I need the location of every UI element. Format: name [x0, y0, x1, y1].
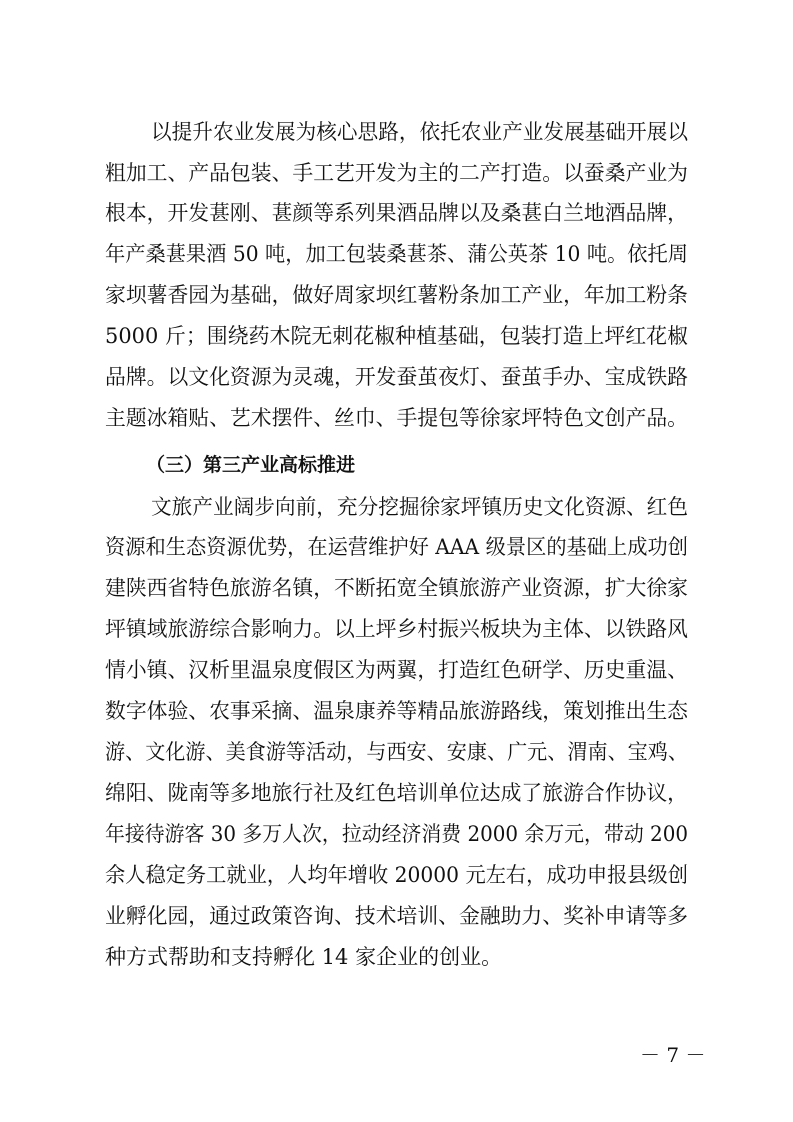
paragraph-line — [0, 239, 793, 269]
paragraph-line — [0, 696, 793, 726]
paragraph-line — [0, 403, 793, 433]
paragraph-line — [0, 573, 793, 603]
section-heading: （三）第三产业高标推进 — [146, 454, 356, 476]
paragraph-line — [0, 655, 793, 685]
line-text: 资源和生态资源优势，在运营维护好 AAA 级景区的基础上成功创 — [105, 535, 689, 559]
paragraph-line — [0, 198, 793, 228]
paragraph-line — [0, 532, 793, 562]
line-text: 建陕西省特色旅游名镇，不断拓宽全镇旅游产业资源，扩大徐家 — [105, 576, 689, 600]
paragraph-line — [0, 280, 793, 310]
paragraph-line — [0, 614, 793, 644]
line-text: 家坝薯香园为基础，做好周家坝红薯粉条加工产业，年加工粉条 — [105, 283, 689, 307]
paragraph-line — [0, 737, 793, 767]
line-text: 年接待游客 30 多万人次，拉动经济消费 2000 余万元，带动 200 — [105, 822, 688, 846]
paragraph-line — [0, 819, 793, 849]
paragraph-line — [0, 158, 793, 188]
line-text: 余人稳定务工就业，人均年增收 20000 元左右，成功申报县级创 — [105, 863, 689, 887]
line-text: 绵阳、陇南等多地旅行社及红色培训单位达成了旅游合作协议， — [105, 781, 689, 805]
paragraph-line — [0, 492, 793, 522]
paragraph-line — [0, 321, 793, 351]
paragraph-line — [0, 117, 793, 147]
page-number: － 7 － — [640, 1043, 706, 1067]
line-text: 情小镇、汉析里温泉度假区为两翼，打造红色研学、历史重温、 — [105, 658, 689, 682]
section-heading-line — [0, 450, 793, 480]
paragraph-line — [0, 362, 793, 392]
line-text: 数字体验、农事采摘、温泉康养等精品旅游路线，策划推出生态 — [105, 699, 689, 723]
paragraph-line — [0, 942, 793, 972]
line-text: 业孵化园，通过政策咨询、技术培训、金融助力、奖补申请等多 — [105, 904, 689, 928]
line-text: 坪镇域旅游综合影响力。以上坪乡村振兴板块为主体、以铁路风 — [105, 617, 689, 641]
line-text: 粗加工、产品包装、手工艺开发为主的二产打造。以蚕桑产业为 — [105, 161, 689, 185]
line-text: 年产桑葚果酒 50 吨，加工包装桑葚茶、蒲公英茶 10 吨。依托周 — [105, 242, 689, 266]
paragraph-line — [0, 860, 793, 890]
line-text: 5000 斤；围绕药木院无刺花椒种植基础，包装打造上坪红花椒 — [105, 324, 689, 348]
line-text: 主题冰箱贴、艺术摆件、丝巾、手提包等徐家坪特色文创产品。 — [105, 406, 689, 430]
paragraph-line — [0, 778, 793, 808]
line-text: 种方式帮助和支持孵化 14 家企业的创业。 — [105, 945, 503, 969]
line-text: 根本，开发葚刚、葚颜等系列果酒品牌以及桑葚白兰地酒品牌， — [105, 201, 689, 225]
line-text: 游、文化游、美食游等活动，与西安、安康、广元、渭南、宝鸡、 — [105, 740, 688, 764]
line-text: 文旅产业阔步向前，充分挖掘徐家坪镇历史文化资源、红色 — [151, 495, 688, 519]
line-text: 品牌。以文化资源为灵魂，开发蚕茧夜灯、蚕茧手办、宝成铁路 — [105, 365, 689, 389]
paragraph-line — [0, 901, 793, 931]
line-text: 以提升农业发展为核心思路，依托农业产业发展基础开展以 — [151, 120, 688, 144]
